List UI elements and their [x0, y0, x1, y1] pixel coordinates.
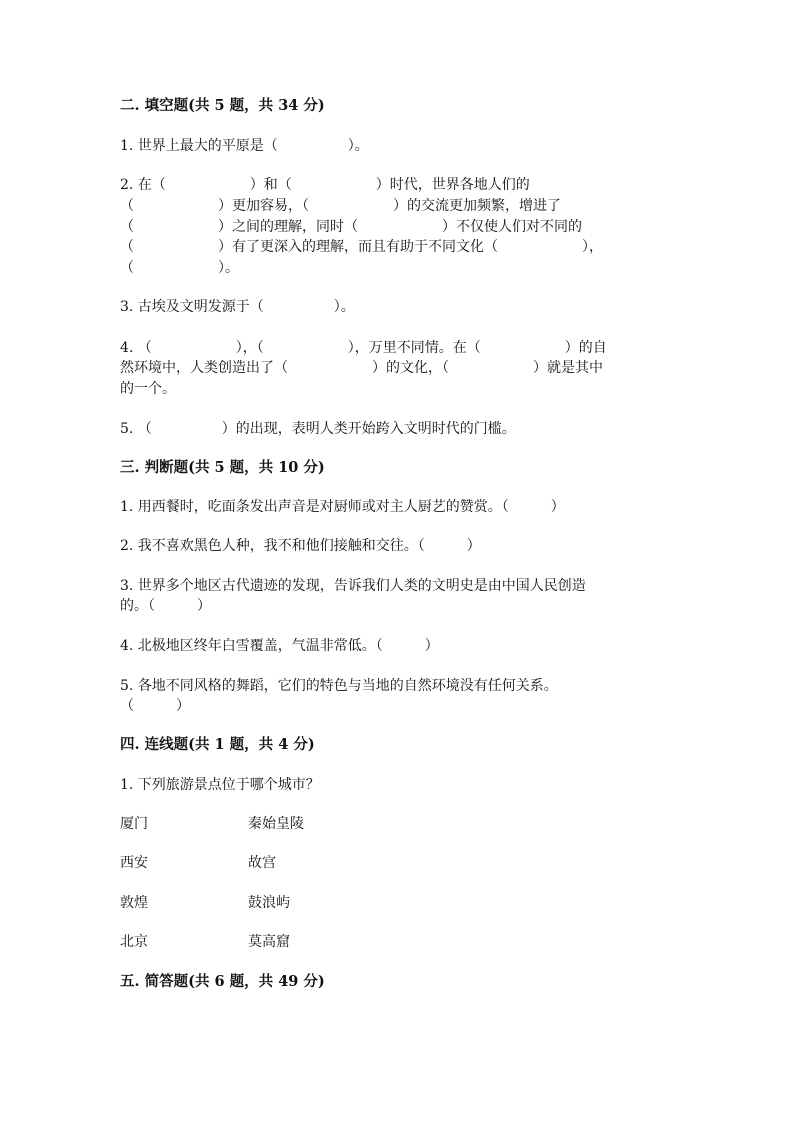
judge-question-3-line-2: 的。（ ） [120, 598, 211, 614]
match-right-item: 秦始皇陵 [248, 816, 304, 832]
judge-question-1: 1. 用西餐时，吃面条发出声音是对厨师或对主人厨艺的赞赏。（ ） [120, 499, 565, 515]
judge-question-4: 4. 北极地区终年白雪覆盖，气温非常低。（ ） [120, 638, 439, 654]
match-question-1: 1. 下列旅游景点位于哪个城市？ [120, 777, 320, 793]
section-heading-judge: 三. 判断题(共 5 题，共 10 分) [120, 459, 325, 476]
fill-question-2-line-4: （ ）有了更深入的理解，而且有助于不同文化（ ）， [120, 239, 603, 255]
match-left-item: 北京 [120, 934, 148, 950]
fill-question-5: 5. （ ）的出现，表明人类开始跨入文明时代的门槛。 [120, 421, 516, 437]
judge-question-3-line-1: 3. 世界多个地区古代遗迹的发现，告诉我们人类的文明史是由中国人民创造 [120, 578, 586, 594]
section-heading-match: 四. 连线题(共 1 题，共 4 分) [120, 736, 315, 753]
section-heading-short: 五. 简答题(共 6 题，共 49 分) [120, 973, 325, 990]
section-heading-fill: 二. 填空题(共 5 题，共 34 分) [120, 97, 325, 114]
fill-question-3: 3. 古埃及文明发源于（ ）。 [120, 299, 355, 315]
match-right-item: 鼓浪屿 [248, 895, 290, 911]
match-right-item: 莫高窟 [248, 934, 290, 950]
fill-question-2-line-2: （ ）更加容易，（ ）的交流更加频繁，增进了 [120, 198, 561, 214]
match-left-item: 厦门 [120, 816, 148, 832]
fill-question-2-line-1: 2. 在（ ）和（ ）时代，世界各地人们的 [120, 177, 530, 193]
fill-question-4-line-1: 4. （ ），（ ），万里不同情。在（ ）的自 [120, 340, 607, 356]
fill-question-2-line-3: （ ）之间的理解，同时（ ）不仅使人们对不同的 [120, 219, 582, 235]
match-left-item: 敦煌 [120, 895, 148, 911]
judge-question-2: 2. 我不喜欢黑色人种，我不和他们接触和交往。（ ） [120, 538, 481, 554]
fill-question-4-line-3: 的一个。 [120, 381, 176, 397]
judge-question-5-line-1: 5. 各地不同风格的舞蹈，它们的特色与当地的自然环境没有任何关系。 [120, 678, 558, 694]
fill-question-2-line-5: （ ）。 [120, 260, 239, 276]
fill-question-1: 1. 世界上最大的平原是（ ）。 [120, 138, 369, 154]
judge-question-5-line-2: （ ） [120, 698, 190, 714]
match-right-item: 故宫 [248, 855, 276, 871]
match-left-item: 西安 [120, 855, 148, 871]
fill-question-4-line-2: 然环境中，人类创造出了（ ）的文化，（ ）就是其中 [120, 360, 603, 376]
